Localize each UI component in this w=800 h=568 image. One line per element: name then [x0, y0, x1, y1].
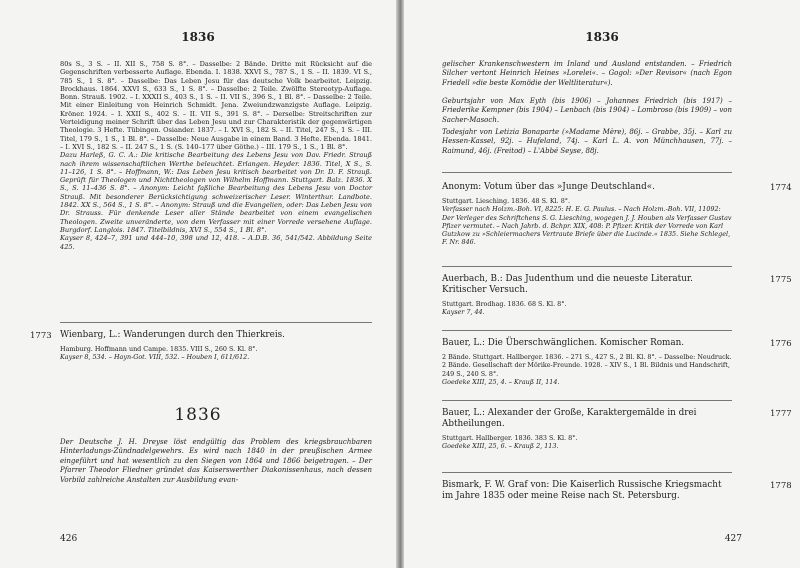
bibliography-entry — [442, 274, 792, 317]
entry-notes: Goedeke XIII, 25, 6. – Krauß 2, 113. — [442, 442, 559, 451]
entry-title: Auerbach, B.: Das Judenthum und die neueste Literatur. Kritischer Versuch. — [442, 274, 693, 295]
bibliography-entry — [30, 330, 372, 362]
bibliography-entry — [442, 182, 792, 247]
right-page — [404, 0, 800, 568]
divider — [442, 472, 732, 473]
left-page — [0, 0, 396, 568]
running-header: 1836 — [585, 30, 619, 44]
entry-notes: Verfasser nach Holzm.-Boh. VI, 8225: H. E. G. Paulus. – Nach Holzm.-Boh. VII, 11092: Der Verleger des Schriftchens S. G. Liesching, wogegen J. J. Houben als Verfasser Gustav Pfizer vermutet. – Nach Jahrb. d. Bchpr. XIX, 408: P. Pfizer. Kritik der Vorrede von Karl Gutzkow zu »Schleiermachers Vertraute Briefe über die Lucinde.« 1835. Siehe Schlegel, F. Nr. 846. — [442, 205, 732, 247]
entry-title: Bauer, L.: Alexander der Große, Karaktergemälde in drei Abtheilungen. — [442, 408, 697, 429]
page-number: 427 — [724, 534, 742, 544]
birth-years: Geburtsjahr von Max Eyth (bis 1906) – Johannes Friedrich (bis 1917) – Friederike Kempner (bis 1904) – Lenbach (bis 1904) – Lombroso (bis 1909) – von Sacher-Masoch. — [442, 97, 732, 124]
entry-number: 1778 — [770, 481, 792, 491]
year-heading: 1836 — [174, 405, 222, 425]
entry-number: 1774 — [770, 183, 792, 193]
book-gutter — [396, 0, 404, 568]
paragraph: 80s S., 3 S. – II. XII S., 758 S. 8°. – Dasselbe: 2 Bände. Dritte mit Rücksicht auf die Gegenschriften verbesserte Auflage. Ebenda. I. 1838. XXVI S., 787 S., 1 S. – II. 1839. VI S., 785 S., 1 S. 8°. – Dasselbe: Das Leben Jesu für das deutsche Volk bearbeitet. Leipzig. Brockhaus. 1864. XXVI S., 633 S., 1 S. 8°. – Dasselbe: 2 Teile. Zwölfte Stereotyp-Auflage. Bonn. Strauß. 1902. – I. XXXII S., 403 S., 1 S. – II. VII S., 396 S., 1 Bl. 8°. – Dasselbe: 2 Teile. Mit einer Einleitung von Heinrich Schmidt. Jena. Zweiundzwanzigste Auflage. Leipzig. Kröner. 1924. – I. XXII S., 402 S. – II. VII S., 391 S. 8°. – Derselbe: Streitschriften zur Verteidigung meiner Schrift über das Leben Jesu und zur Charakteristik der gegenwärtigen Theologie. 3 Hefte. Tübingen. Osiander. 1837. – I. XVI S., 182 S. – II. Titel, 247 S., 1 S. – III. Titel, 179 S., 1 S., 1 Bl. 8°. – Dasselbe: Neue Ausgabe in einem Band. 3 Hefte. Ebenda. 1841. – I. XVI S., 182 S. – II. 247 S., 1 S. (S. 140–177 über Göthe.) – III. 179 S., 1 S., 1 Bl. 8°. — [60, 60, 372, 151]
bibliography-entry — [442, 338, 792, 386]
entry-imprint: Stuttgart. Liesching. 1836. 48 S. Kl. 8°. — [442, 197, 571, 205]
divider — [442, 400, 732, 401]
bibliography-entry — [442, 408, 792, 451]
chronicle-text: Der Deutsche J. H. Dreyse löst endgültig das Problem des kriegsbrauchbaren Hinterladungs-Zündnadelgewehrs. Es wird nach 1840 in der preußischen Armee eingeführt und hat wesentlich zu den Siegen von 1864 und 1866 beigetragen. – Der Pfarrer Theodor Fliedner gründet das Kaiserswerther Diakonissenhaus, nach dessen Vorbild zahlreiche Anstalten zur Ausbildung evan- — [60, 438, 372, 484]
entry-imprint: 2 Bände. Stuttgart. Hallberger. 1836. – 271 S., 427 S., 2 Bl. Kl. 8°. – Dasselbe: Neudruck. 2 Bände. Gesellschaft der Mörike-Freunde. 1928. – XIV S., 1 Bl. Bildnis und Handschrift, 249 S., 240 S. 8°. — [442, 353, 732, 378]
page-number: 426 — [60, 534, 78, 544]
divider — [60, 322, 372, 323]
entry-continuation — [60, 60, 372, 251]
divider — [442, 330, 732, 331]
bibliography-entry — [442, 480, 792, 506]
entry-number: 1777 — [770, 409, 792, 419]
entry-title: Anonym: Votum über das »Junge Deutschland«. — [442, 182, 655, 192]
reference-line: Kayser 8, 424–7, 391 und 444–10, 398 und 12, 418. – A.D.B. 36, 541/542. Abbildung Seite 425. — [60, 234, 372, 251]
chronicle-continuation: gelischer Krankenschwestern im Inland und Ausland entstanden. – Friedrich Silcher vertont Heinrich Heines »Lorelei«. – Gogol: »Der Revisor« (nach Egon Friedell »die beste Komödie der Weltliteratur«). — [442, 60, 732, 87]
entry-references: Kayser 8, 534. – Hayn-Got. VIII, 532. – Houben I, 611/612. — [60, 353, 250, 362]
entry-imprint: Hamburg. Hoffmann und Campe. 1835. VIII S., 260 S. Kl. 8°. — [60, 345, 258, 353]
entry-imprint: Stuttgart. Brodhag. 1836. 68 S. Kl. 8°. — [442, 300, 567, 308]
entry-number: 1776 — [770, 339, 792, 349]
entry-imprint: Stuttgart. Hallberger. 1836. 383 S. Kl. 8°. — [442, 434, 578, 442]
entry-title: Bauer, L.: Die Überschwänglichen. Komischer Roman. — [442, 338, 685, 348]
entry-title: Bismark, F. W. Graf von: Die Kaiserlich Russische Kriegsmacht im Jahre 1835 oder meine Reise nach St. Petersburg. — [442, 480, 722, 501]
paragraph: Dazu Harleß, G. C. A.: Die kritische Bearbeitung des Lebens Jesu von Dav. Friedr. Strauß nach ihrem wissenschaftlichen Werthe beleuchtet. Erlangen. Heyder. 1836. Titel, X S., S. 11–126, 1 S. 8°. – Hoffmann, W.: Das Leben Jesu kritisch bearbeitet von Dr. D. F. Strauß. Geprüft für Theologen und Nichttheologen von Wilhelm Hoffmann. Stuttgart. Balz. 1836. X S., S. 11–436 S. 8°. – Anonym: Leicht faßliche Bearbeitung des Lebens Jesu von Doctor Strauß. Mit besonderer Berücksichtigung schweizerischer Leser. Winterthur. Landbote. 1842. XX S., 564 S., 1 S. 8°. – Anonym: Strauß und die Evangelien, oder: Das Leben Jesu von Dr. Strauss. Für denkende Leser aller Stände bearbeitet von einem evangelischen Theologen. Zweite unveränderte, von dem Verfasser mit einer Vorrede versehene Auflage. Burgdorf. Langlois. 1847. Titelbildnis, XVI S., 554 S., 1 Bl. 8°. — [60, 151, 372, 234]
running-header: 1836 — [181, 30, 215, 44]
divider — [442, 266, 732, 267]
entry-notes: Kayser 7, 44. — [442, 308, 485, 317]
entry-notes: Goedeke XIII, 25, 4. – Krauß II, 114. — [442, 377, 560, 386]
divider — [442, 172, 732, 173]
death-years: Todesjahr von Letizia Bonaparte (»Madame Mère), 86j. – Grabbe, 35j. – Karl zu Hessen-Kassel, 92j. – Hufeland, 74j. – Karl L. A. von Münchhausen, 77j. – Raimund, 46j. (Freitod) – L'Abbé Seyse, 88j. — [442, 128, 732, 155]
entry-number: 1775 — [770, 275, 792, 285]
entry-title: Wienbarg, L.: Wanderungen durch den Thierkreis. — [60, 330, 285, 340]
entry-number: 1773 — [30, 331, 52, 341]
